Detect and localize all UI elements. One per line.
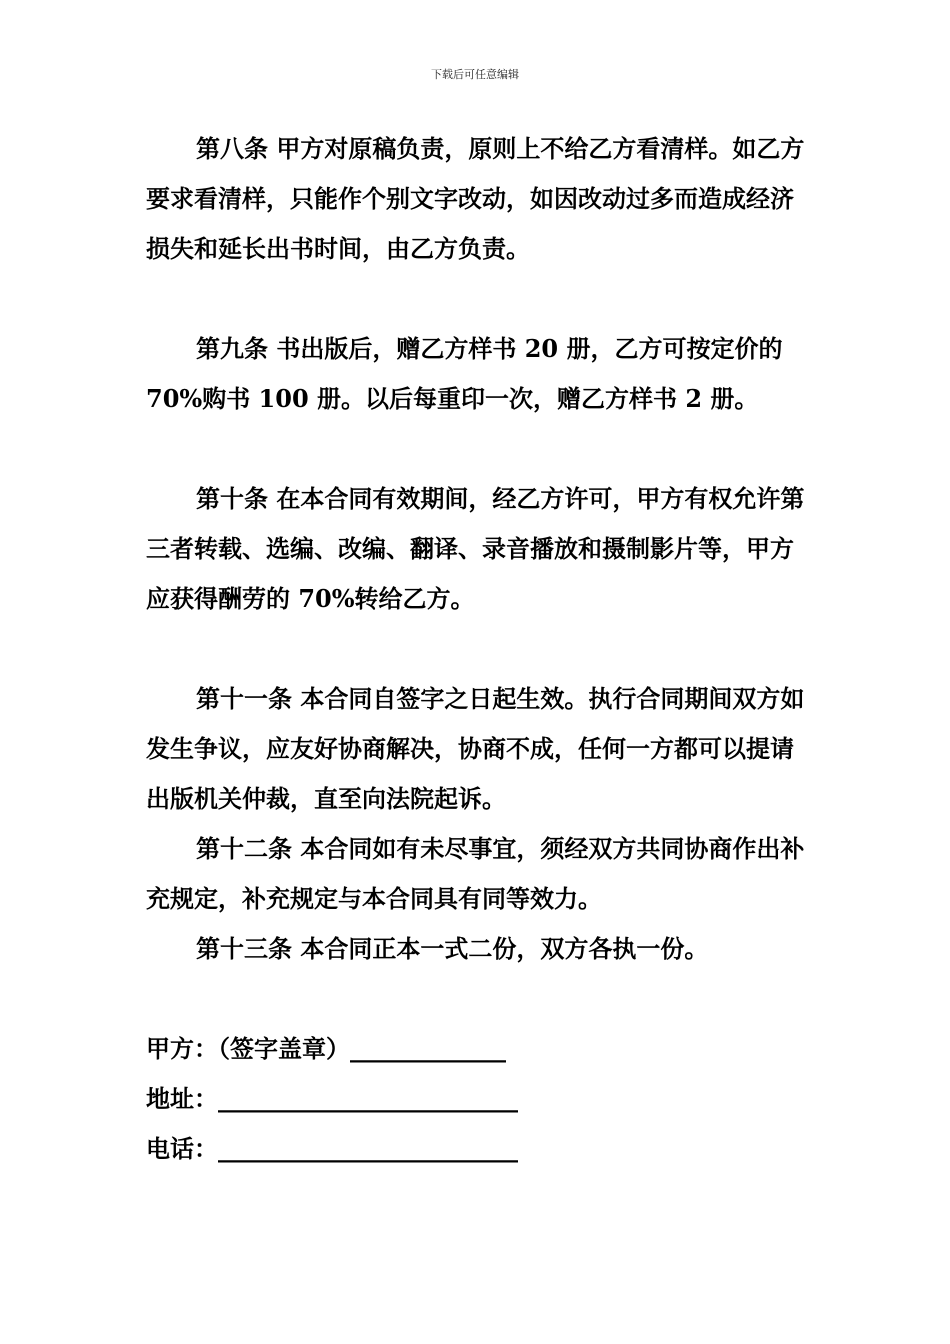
clause-label: 第十三条: [196, 934, 292, 963]
spacer: [146, 974, 806, 1024]
document-body: [146, 124, 806, 1174]
clause-label: 第十条: [196, 484, 268, 513]
party-a-signature-line: 甲方：（签字盖章）_____________: [146, 1034, 506, 1063]
clause-label: 第八条: [196, 134, 268, 163]
clause-11: [146, 674, 806, 824]
clause-label: 第九条: [196, 334, 268, 363]
clause-label: 第十一条: [196, 684, 292, 713]
phone-line: 电话：_________________________: [146, 1134, 518, 1163]
clause-text: 本合同自签字之日起生效。执行合同期间双方如发生争议，应友好协商解决，协商不成，任何一方都可以提请出版机关仲裁，直至向法院起诉。: [146, 684, 805, 813]
clause-text: 甲方对原稿负责，原则上不给乙方看清样。如乙方要求看清样，只能作个别文字改动，如因改动过多而造成经济损失和延长出书时间，由乙方负责。: [146, 134, 805, 263]
clause-label: 第十二条: [196, 834, 292, 863]
spacer: [146, 274, 806, 324]
clause-text: 本合同如有未尽事宜，须经双方共同协商作出补充规定，补充规定与本合同具有同等效力。: [146, 834, 805, 913]
clause-12: [146, 824, 806, 924]
address-line: 地址：_________________________: [146, 1084, 518, 1113]
clause-8: [146, 124, 806, 274]
clause-text: 在本合同有效期间，经乙方许可，甲方有权允许第三者转载、选编、改编、翻译、录音播放和摄制影片等，甲方应获得酬劳的 70%转给乙方。: [146, 484, 805, 613]
clause-text: 书出版后，赠乙方样书 20 册，乙方可按定价的 70%购书 100 册。以后每重印一次，赠乙方样书 2 册。: [146, 334, 783, 413]
clause-13: [146, 924, 806, 974]
spacer: [146, 624, 806, 674]
spacer: [146, 424, 806, 474]
header-note: 下载后可任意编辑: [431, 68, 519, 81]
clause-10: [146, 474, 806, 624]
clause-9: [146, 324, 806, 424]
clause-text: 本合同正本一式二份，双方各执一份。: [292, 934, 709, 963]
